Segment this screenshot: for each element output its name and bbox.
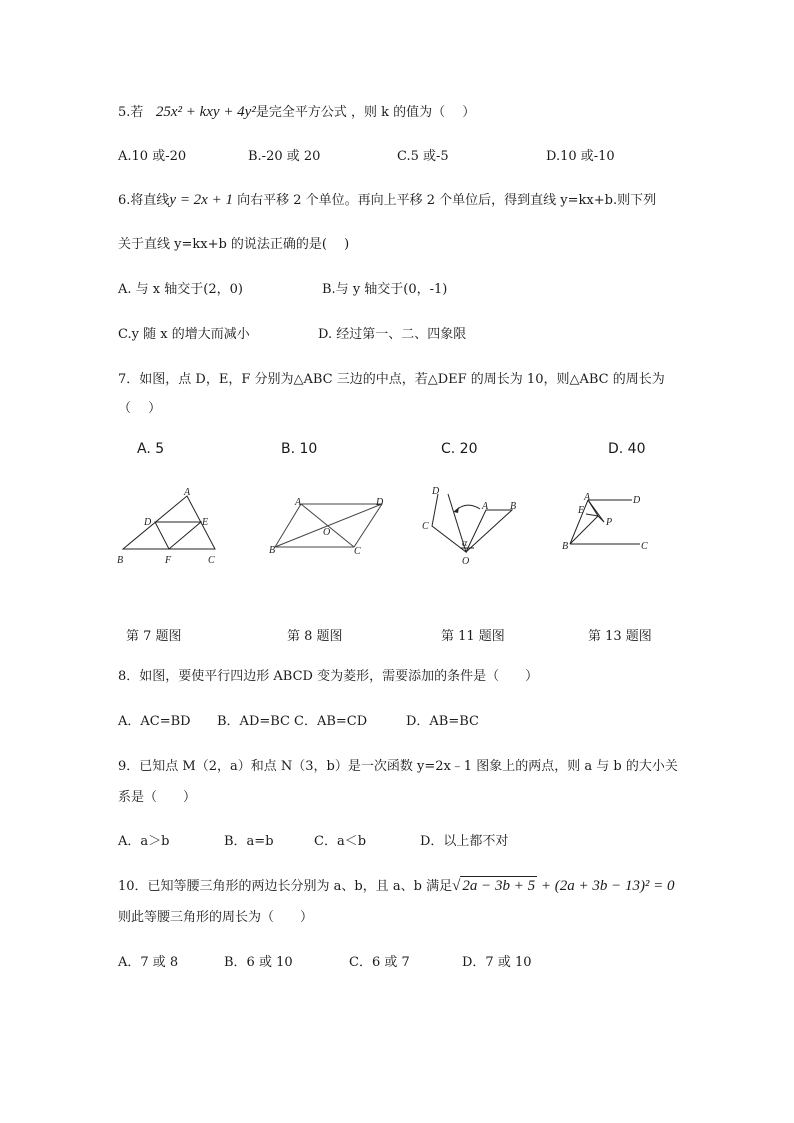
- fig11-label-a: A: [482, 501, 489, 512]
- q9-option-d[interactable]: D．以上都不对: [420, 834, 509, 849]
- fig13-label-e: E: [578, 505, 585, 516]
- fig7-label-b: B: [117, 555, 124, 566]
- q10-stem-line2: 则此等腰三角形的周长为（ ）: [118, 910, 314, 925]
- q5-option-d[interactable]: D.10 或-10: [546, 149, 615, 164]
- q5-formula: 25x² + kxy + 4y²: [155, 104, 256, 120]
- fig13-label-a: A: [584, 492, 591, 503]
- q5-option-c[interactable]: C.5 或-5: [397, 149, 449, 164]
- q6-option-d[interactable]: D. 经过第一、二、四象限: [318, 327, 467, 342]
- fig13-label-d: D: [633, 495, 641, 506]
- q7-option-c[interactable]: C. 20: [441, 441, 478, 457]
- q5-option-b[interactable]: B.-20 或 20: [248, 149, 321, 164]
- fig13-caption: 第 13 题图: [588, 629, 652, 644]
- q6-stem-line2: 关于直线 y=kx+b 的说法正确的是( ): [118, 237, 350, 252]
- fig11-label-o: O: [462, 556, 470, 567]
- q5-option-a[interactable]: A.10 或-20: [118, 149, 187, 164]
- q10-stem-line1: [118, 876, 675, 896]
- q10-sqrt-content: 2a − 3b + 5: [462, 878, 536, 894]
- q9-option-c[interactable]: C．a＜b: [314, 834, 367, 849]
- fig8-label-o: O: [323, 527, 331, 538]
- figure-11-rotation: [418, 482, 523, 568]
- q8-option-c[interactable]: C．AB=CD: [294, 714, 368, 729]
- fig13-label-p: P: [606, 517, 613, 528]
- fig8-label-a: A: [295, 497, 302, 508]
- q6-prefix: 6.将直线: [118, 193, 170, 208]
- q6-option-b[interactable]: B.与 y 轴交于(0，-1): [322, 282, 448, 297]
- fig7-caption: 第 7 题图: [126, 629, 182, 644]
- q7-option-a[interactable]: A. 5: [137, 441, 165, 457]
- q6-option-a[interactable]: A. 与 x 轴交于(2，0): [118, 282, 243, 297]
- q9-stem-line2: 系是（ ）: [118, 790, 197, 805]
- fig7-label-e: E: [202, 517, 209, 528]
- fig8-label-c: C: [354, 546, 361, 555]
- q10-option-c[interactable]: C．6 或 7: [349, 955, 410, 970]
- fig11-label-a-d: D: [432, 486, 440, 497]
- figure-7-triangle: [112, 485, 222, 567]
- fig7-label-c: C: [208, 555, 215, 566]
- fig7-label-f: F: [165, 555, 172, 566]
- fig11-label-alpha: α: [462, 538, 468, 549]
- q8-option-b[interactable]: B．AD=BC: [217, 714, 290, 729]
- fig13-label-b: B: [562, 541, 569, 552]
- fig7-label-a: A: [184, 487, 191, 498]
- q7-stem-line1: 7．如图，点 D，E，F 分别为△ABC 三边的中点，若△DEF 的周长为 10，则△ABC 的周长为: [118, 372, 665, 387]
- q10-option-d[interactable]: D．7 或 10: [462, 955, 532, 970]
- fig11-label-c: C: [422, 521, 429, 532]
- q5-stem: [118, 103, 475, 122]
- q6-formula: y = 2x + 1: [169, 192, 233, 208]
- fig8-label-d: D: [376, 497, 384, 508]
- q6-option-c[interactable]: C.y 随 x 的增大而减小: [118, 327, 250, 342]
- q6-suffix: 向右平移 2 个单位。再向上平移 2 个单位后，得到直线 y=kx+b.则下列: [232, 193, 657, 208]
- q7-option-b[interactable]: B. 10: [281, 441, 318, 457]
- q10-equation-rest: + (2a + 3b − 13)² = 0: [537, 878, 675, 894]
- q7-stem-line2: （ ）: [118, 401, 162, 416]
- fig8-label-b: B: [269, 545, 276, 555]
- q8-option-a[interactable]: A．AC=BD: [118, 714, 191, 729]
- q10-option-b[interactable]: B．6 或 10: [224, 955, 293, 970]
- figure-8-parallelogram: [268, 495, 388, 555]
- q10-option-a[interactable]: A．7 或 8: [118, 955, 179, 970]
- figure-13-parallel-lines: [558, 490, 658, 556]
- q9-option-a[interactable]: A．a＞b: [118, 834, 170, 849]
- q5-suffix: 是完全平方公式 ，则 k 的值为（ ）: [255, 105, 476, 120]
- q9-option-b[interactable]: B．a=b: [224, 834, 274, 849]
- fig11-caption: 第 11 题图: [441, 629, 505, 644]
- q10-sqrt: √ 2a − 3b + 5: [452, 878, 536, 894]
- q8-option-d[interactable]: D．AB=BC: [406, 714, 479, 729]
- q8-stem: 8．如图，要使平行四边形 ABCD 变为菱形，需要添加的条件是（ ）: [118, 669, 539, 684]
- q7-option-d[interactable]: D. 40: [608, 441, 646, 457]
- q6-stem-line1: [118, 191, 656, 210]
- fig7-label-d: D: [144, 517, 152, 528]
- q10-text: 10．已知等腰三角形的两边长分别为 a、b，且 a、b 满足: [118, 879, 453, 894]
- fig13-label-c: C: [641, 541, 648, 552]
- fig8-caption: 第 8 题图: [287, 629, 343, 644]
- fig11-label-b: B: [510, 501, 517, 512]
- q9-stem-line1: 9．已知点 M（2，a）和点 N（3，b）是一次函数 y=2x﹣1 图象上的两点，则 a 与 b 的大小关: [118, 759, 678, 774]
- q5-prefix: 5.若: [118, 105, 144, 120]
